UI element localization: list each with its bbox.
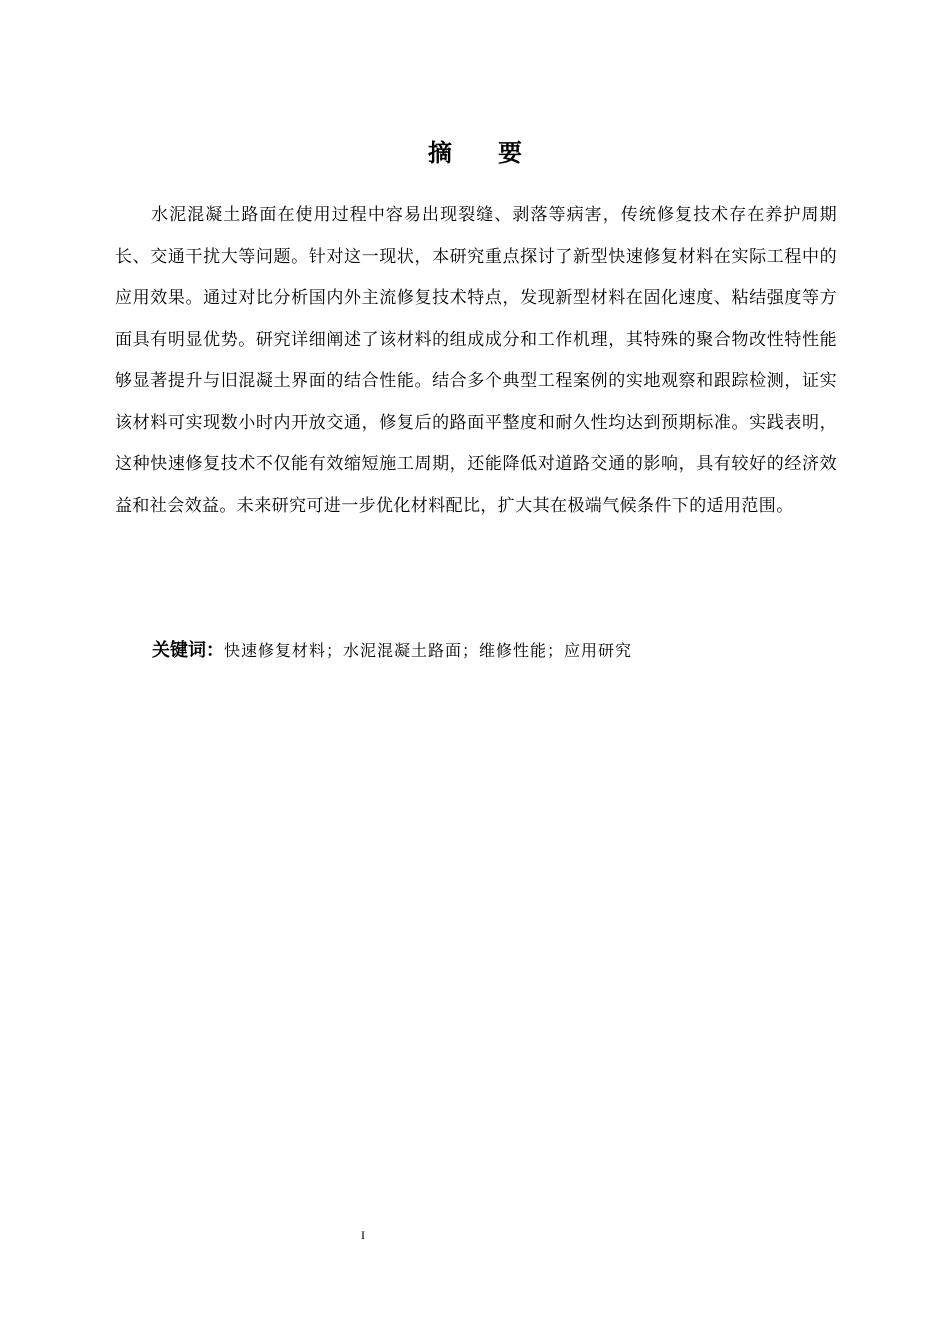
- keywords-label: 关键词：: [152, 640, 224, 661]
- keywords-line: [152, 631, 852, 671]
- abstract-title: [0, 133, 950, 173]
- abstract-title-char-2: 要: [498, 139, 522, 167]
- keywords-list: 快速修复材料；水泥混凝土路面；维修性能；应用研究: [224, 641, 633, 660]
- abstract-title-char-1: 摘: [428, 139, 452, 167]
- page-number: I: [361, 1228, 365, 1242]
- abstract-body: 水泥混凝土路面在使用过程中容易出现裂缝、剥落等病害，传统修复技术存在养护周期长、交通干扰大等问题。针对这一现状，本研究重点探讨了新型快速修复材料在实际工程中的应用效果。通过对比分析国内外主流修复技术特点，发现新型材料在固化速度、粘结强度等方面具有明显优势。研究详细阐述了该材料的组成成分和工作机理，其特殊的聚合物改性特性能够显著提升与旧混凝土界面的结合性能。结合多个典型工程案例的实地观察和跟踪检测，证实该材料可实现数小时内开放交通，修复后的路面平整度和耐久性均达到预期标准。实践表明，这种快速修复技术不仅能有效缩短施工周期，还能降低对道路交通的影响，具有较好的经济效益和社会效益。未来研究可进一步优化材料配比，扩大其在极端气候条件下的适用范围。: [115, 205, 837, 516]
